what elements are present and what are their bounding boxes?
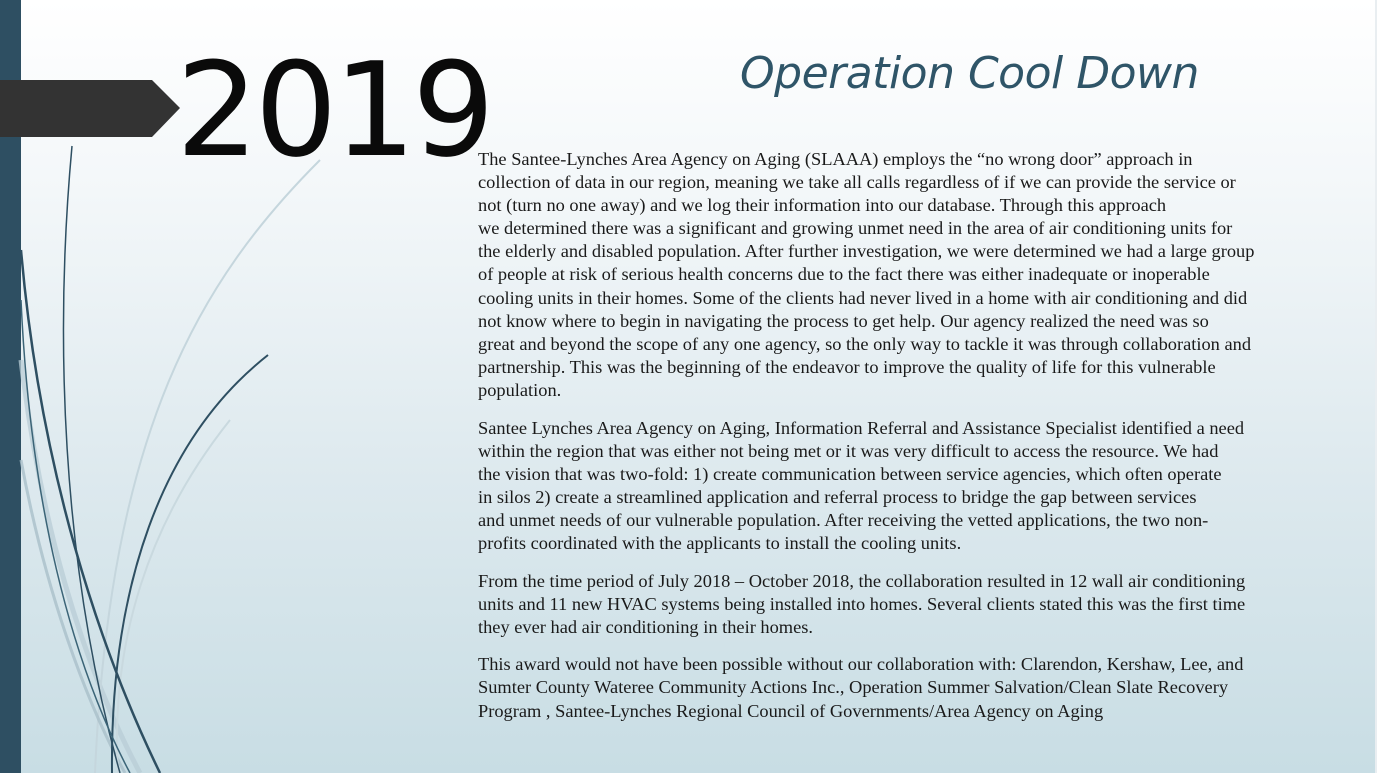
swoosh-line-light-2 — [95, 160, 320, 773]
paragraph-line: Santee Lynches Area Agency on Aging, Information Referral and Assistance Specialist identified a need — [478, 417, 1245, 438]
year-heading: 2019 — [176, 34, 491, 186]
paragraph-line: not (turn no one away) and we log their information into our database. Through this approach — [478, 195, 1167, 216]
arrow-tab-shape — [0, 80, 180, 137]
body-paragraph — [478, 653, 1362, 722]
paragraph-line: the vision that was two-fold: 1) create communication between service agencies, which often operate — [478, 463, 1222, 484]
paragraph-line: not know where to begin in navigating the process to get help. Our agency realized the need was so — [478, 310, 1209, 331]
paragraph-line: profits coordinated with the applicants to install the cooling units. — [478, 533, 962, 553]
swoosh-line-dark-1 — [64, 146, 120, 773]
paragraph-line: The Santee-Lynches Area Agency on Aging (SLAAA) employs the “no wrong door” approach in — [478, 149, 1193, 169]
paragraph-line: we determined there was a significant and growing unmet need in the area of air conditioning units for — [478, 218, 1233, 239]
paragraph-line: From the time period of July 2018 – October 2018, the collaboration resulted in 12 wall air conditioning — [478, 570, 1246, 591]
paragraph-line: cooling units in their homes. Some of the clients had never lived in a home with air conditioning and did — [478, 287, 1248, 308]
paragraph-line: within the region that was either not being met or it was very difficult to access the resource. We had — [478, 440, 1219, 461]
paragraph-line: they ever had air conditioning in their homes. — [478, 616, 814, 637]
paragraph-line: the elderly and disabled population. After further investigation, we were determined we had a large group — [478, 241, 1255, 262]
paragraph-line: partnership. This was the beginning of the endeavor to improve the quality of life for this vulnerable — [478, 356, 1216, 377]
body-paragraph — [478, 417, 1362, 556]
paragraph-line: Sumter County Wateree Community Actions Inc., Operation Summer Salvation/Clean Slate Recovery — [478, 677, 1229, 698]
slide-title: Operation Cool Down — [740, 48, 1199, 99]
body-text — [478, 148, 1362, 737]
swoosh-line-light-4 — [117, 420, 230, 773]
paragraph-line: This award would not have been possible without our collaboration with: Clarendon, Kershaw, Lee, and — [478, 654, 1244, 675]
paragraph-line: units and 11 new HVAC systems being installed into homes. Several clients stated this was the first time — [478, 593, 1246, 614]
paragraph-line: and unmet needs of our vulnerable population. After receiving the vetted applications, the two non- — [478, 509, 1209, 530]
paragraph-line: population. — [478, 379, 562, 400]
body-paragraph — [478, 570, 1362, 639]
swoosh-line-dark-2 — [21, 250, 160, 773]
swoosh-line-dark-3 — [112, 355, 268, 773]
paragraph-line: of people at risk of serious health concerns due to the fact there was either inadequate or inoperable — [478, 264, 1210, 285]
body-paragraph — [478, 148, 1362, 402]
paragraph-line: in silos 2) create a streamlined application and referral process to bridge the gap between services — [478, 486, 1197, 507]
paragraph-line: great and beyond the scope of any one agency, so the only way to tackle it was through collaboration and — [478, 333, 1252, 354]
paragraph-line: Program , Santee-Lynches Regional Council of Governments/Area Agency on Aging — [478, 700, 1104, 721]
paragraph-line: collection of data in our region, meaning we take all calls regardless of if we can provide the service or — [478, 172, 1236, 193]
